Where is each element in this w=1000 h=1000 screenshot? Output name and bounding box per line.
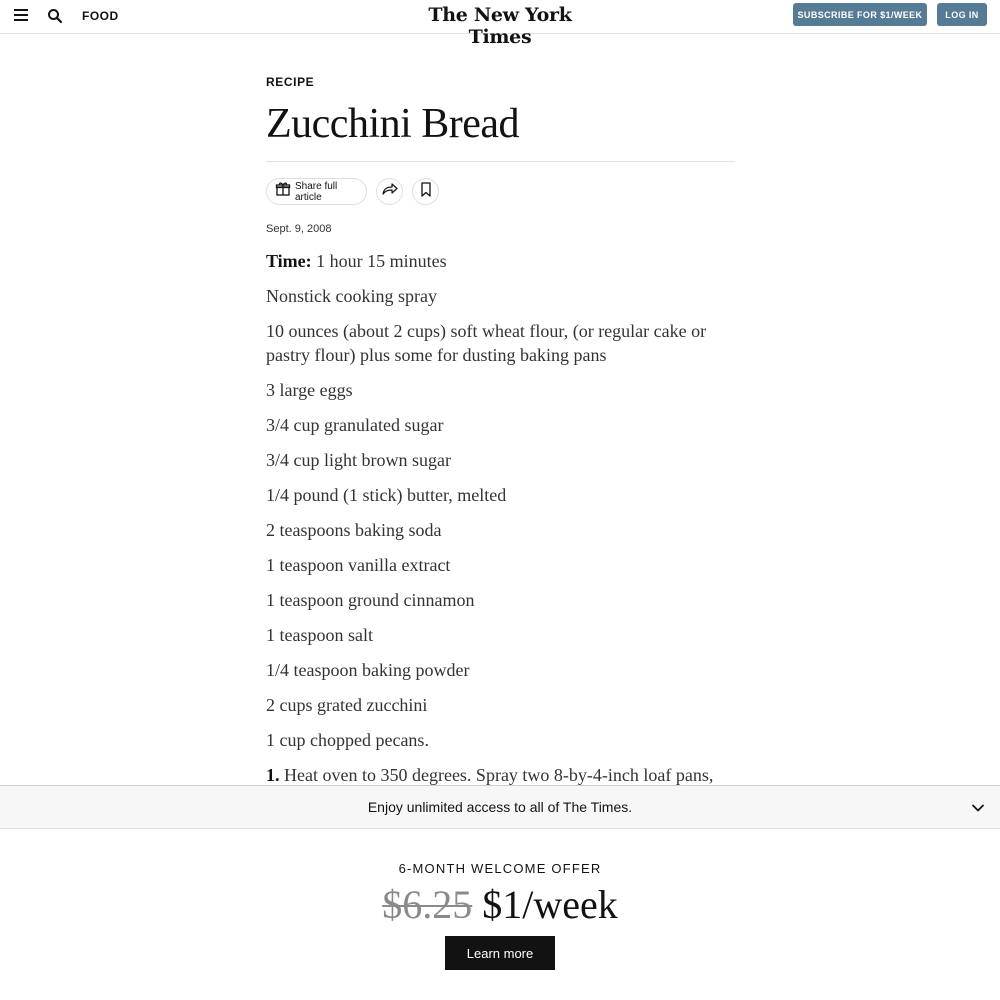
share-button[interactable] [376,178,403,205]
headline-divider [266,161,735,162]
section-link-food[interactable]: FOOD [82,9,119,23]
learn-more-button[interactable]: Learn more [445,936,555,970]
share-full-article-label: Share full article [295,180,338,203]
step-text: Heat oven to 350 degrees. Spray two 8-by-4-inch loaf pans, [284,764,714,785]
ingredient-item: 3/4 cup light brown sugar [266,449,451,470]
ingredient-item: 3 large eggs [266,379,353,400]
ingredient-item: Nonstick cooking spray [266,286,437,306]
article-headline: Zucchini Bread [266,101,520,147]
bookmark-icon [420,182,432,202]
nyt-logo[interactable]: The New York Times [428,4,572,48]
hamburger-menu-icon[interactable] [14,9,28,23]
recipe-time [266,250,736,274]
subscribe-button[interactable]: SUBSCRIBE FOR $1/WEEK [793,3,927,26]
ingredient-item: 10 ounces (about 2 cups) soft wheat flour, (or regular cake or pastry flour) plus some for dusting baking pans [266,321,707,365]
subscription-offer [0,829,1000,1000]
recipe-text [266,250,736,822]
step-number: 1. [266,764,280,785]
new-price: $1/week [482,882,618,927]
share-full-article-button[interactable] [266,178,367,205]
search-icon[interactable] [47,8,63,24]
offer-label: 6-MONTH WELCOME OFFER [398,861,602,876]
share-arrow-icon [382,182,398,201]
save-button[interactable] [412,178,439,205]
old-price: $6.25 [382,882,473,927]
chevron-down-icon[interactable] [971,801,985,815]
ingredient-item: 1/4 teaspoon baking powder [266,659,470,680]
ingredient-item: 1 teaspoon vanilla extract [266,554,451,575]
ingredient-item: 2 cups grated zucchini [266,694,428,715]
paywall-banner [0,785,1000,829]
ingredient-item: 1 teaspoon salt [266,624,373,645]
ingredient-item: 1 teaspoon ground cinnamon [266,589,475,610]
paywall-message: Enjoy unlimited access to all of The Times. [367,799,633,815]
login-button[interactable]: LOG IN [937,3,987,26]
top-navigation-bar [0,0,1000,48]
publish-date: Sept. 9, 2008 [266,223,332,235]
time-value: 1 hour 15 minutes [316,251,447,271]
ingredient-item: 2 teaspoons baking soda [266,519,442,540]
share-toolbar [266,178,736,205]
gift-icon [275,181,291,202]
time-label: Time: [266,251,312,271]
ingredient-item: 1 cup chopped pecans. [266,729,429,750]
article-kicker: RECIPE [266,75,315,89]
ingredient-item: 3/4 cup granulated sugar [266,414,444,435]
offer-price [0,881,1000,928]
ingredient-item: 1/4 pound (1 stick) butter, melted [266,484,507,505]
